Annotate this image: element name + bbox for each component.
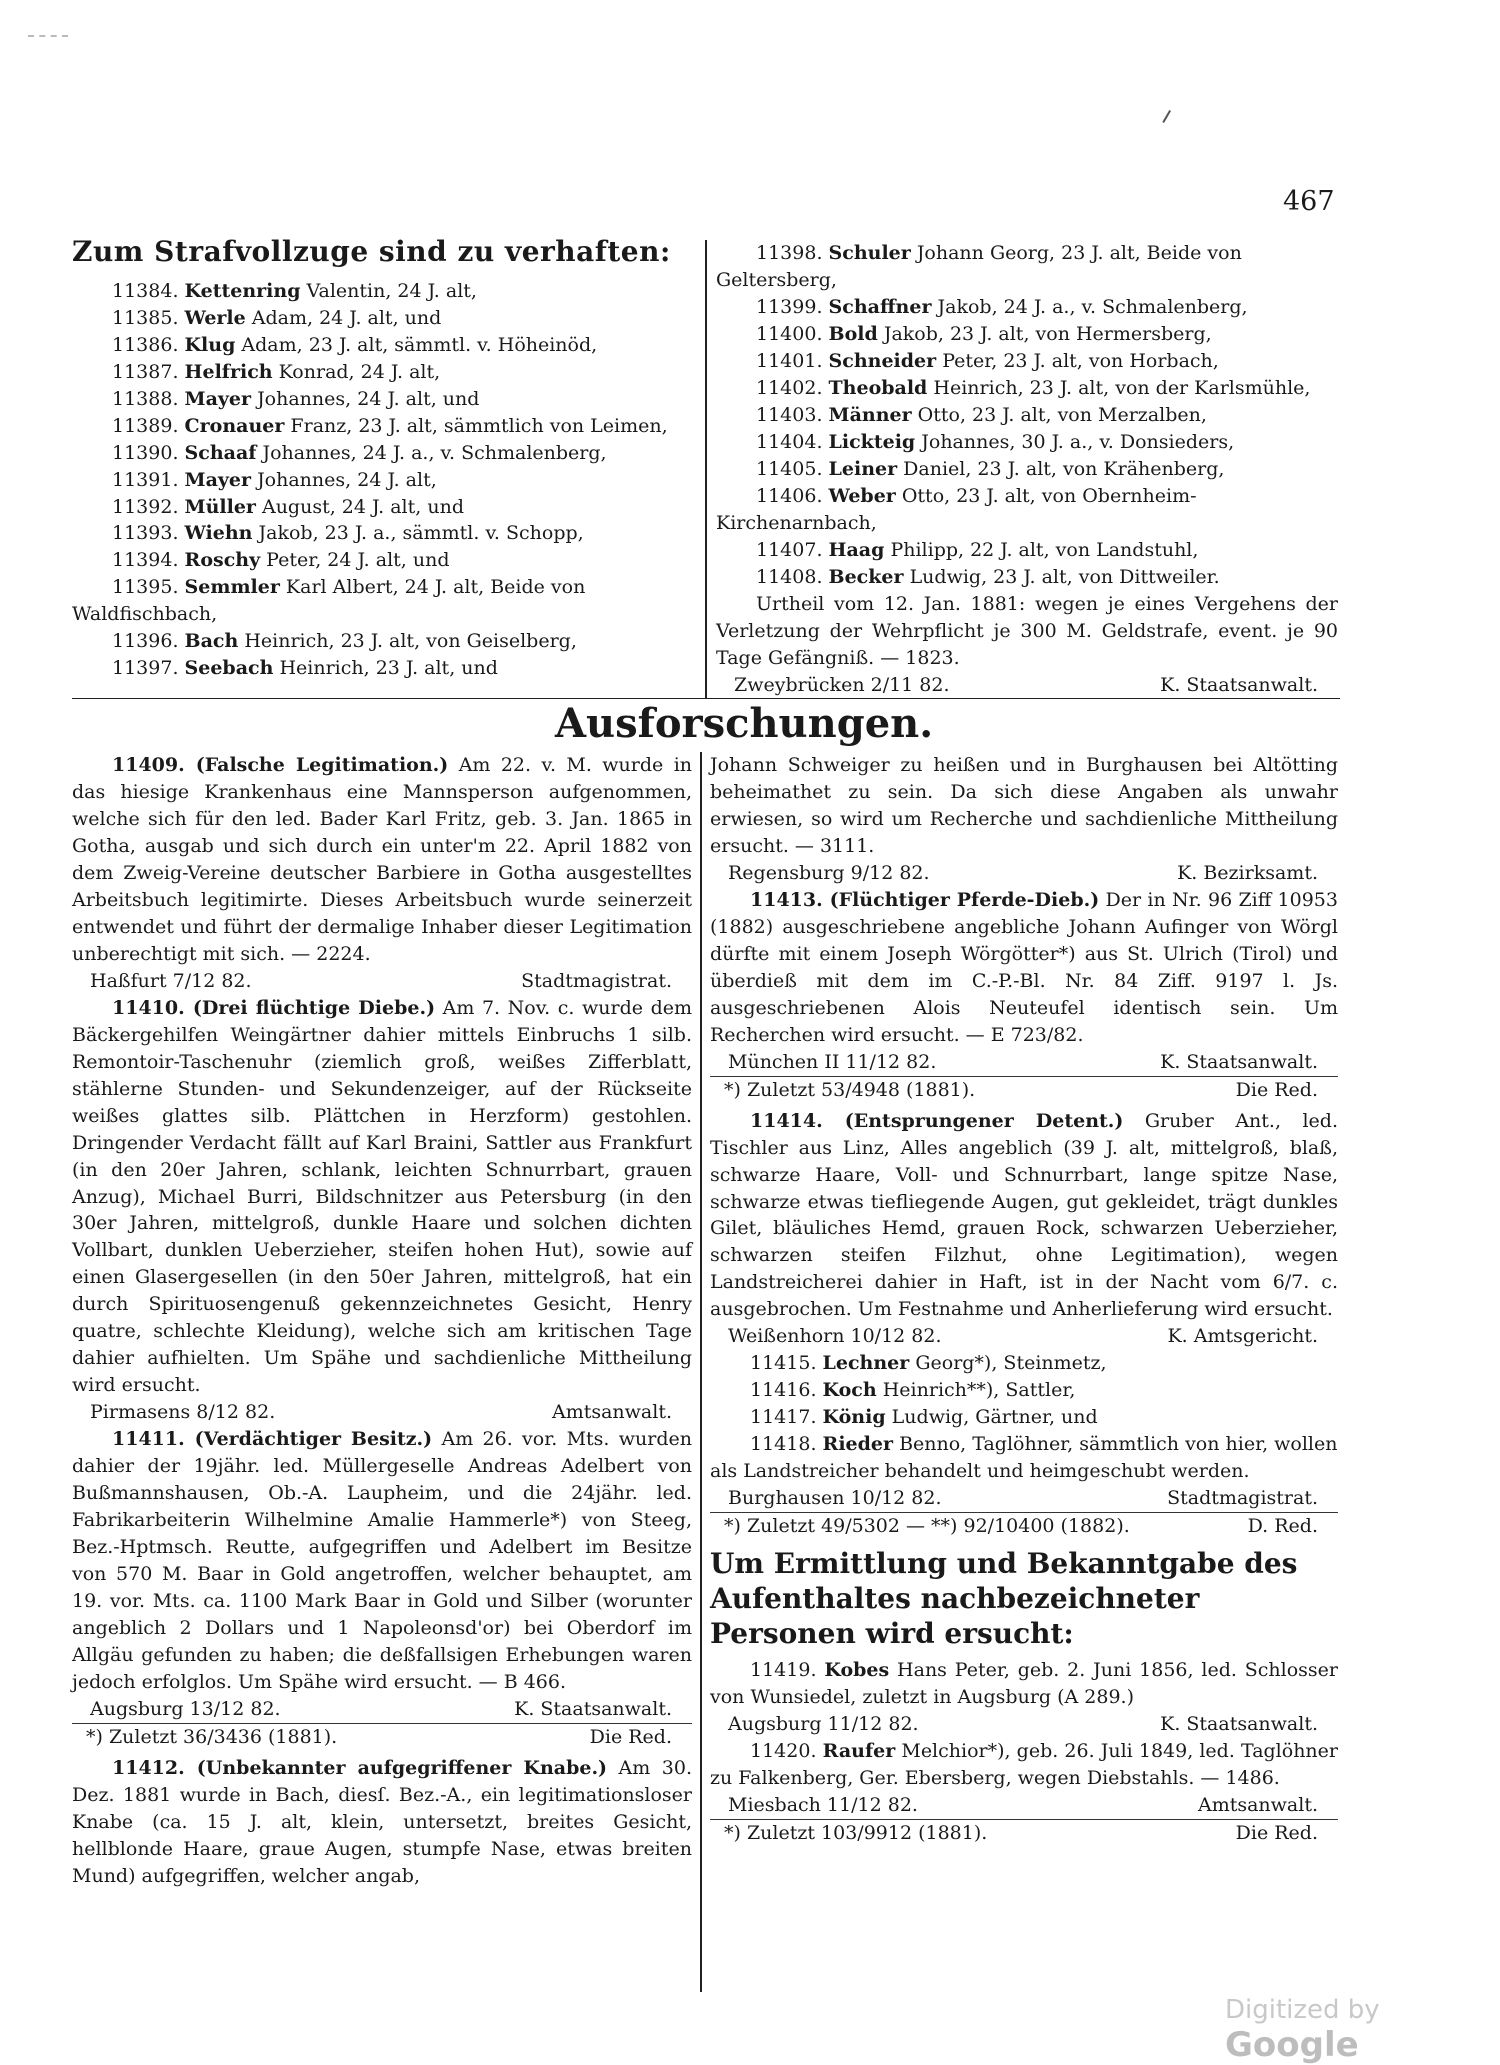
pen-mark: [1162, 110, 1179, 128]
entry-number: 11395.: [112, 576, 179, 599]
signature-line: [716, 672, 1338, 699]
sign-office: Stadtmagistrat.: [521, 969, 672, 992]
entry-number: 11417.: [750, 1406, 817, 1429]
notice-11414: [710, 1108, 1338, 1324]
case-text: Am 26. vor. Mts. wurden dahier der 19jähr. led. Müllergeselle Andreas Adelbert von Bußmannshausen, Ob.-A. Laupheim, und die 24jähr. led. Fabrikarbeiterin Wilhelmine Amalie Hammerle*) von Steeg, Bez.-Hptmsch. Reutte, aufgegriffen und Adelbert im Besitze von 570 M. Baar in Gold angetroffen, welcher behauptet, am 19. vor. Mts. ca. 1100 Mark Baar in Gold und Silber (worunter angeblich 2 Dollars und 1 Napoleonsd'or) bei Oberdorf im Allgäu gefunden zu haben; die deßfallsigen Erhebungen waren jedoch erfolglos. Um Spähe wird ersucht. — B 466.: [72, 1428, 692, 1693]
page-number: 467: [1283, 186, 1335, 217]
entry-number: 11415.: [750, 1352, 817, 1375]
sign-place: Miesbach 11/12 82.: [728, 1793, 918, 1816]
sign-place: Weißenhorn 10/12 82.: [728, 1325, 942, 1348]
list-item: [716, 321, 1338, 348]
entry-name: Klug: [184, 333, 236, 356]
list-item: [72, 386, 700, 413]
case-title: 11413. (Flüchtiger Pferde-Dieb.): [750, 888, 1100, 911]
entry-details: Otto, 23 J. alt, von Obernheim-Kirchenarnbach,: [716, 484, 1197, 534]
entry-details: August, 24 J. alt, und: [261, 495, 464, 518]
sign-office: K. Staatsanwalt.: [1160, 673, 1318, 696]
vagrant-entries: [710, 1350, 1338, 1485]
sign-office: K. Staatsanwalt.: [1160, 1713, 1318, 1736]
entry-details: Benno, Taglöhner, sämmtlich von hier, wollen als Landstreicher behandelt und heimgeschubt werden.: [710, 1433, 1338, 1483]
entry-text: Hans Peter, geb. 2. Juni 1856, led. Schlosser von Wunsiedel, zuletzt in Augsburg (A 289.): [710, 1659, 1339, 1709]
entry-number: 11404.: [756, 430, 823, 453]
watermark-prefix: Digitized by: [1225, 1995, 1380, 2025]
entry-number: 11416.: [750, 1379, 817, 1402]
footnote-source: Die Red.: [589, 1725, 672, 1748]
sign-office: Amtsanwalt.: [551, 1401, 672, 1424]
entry-name: Müller: [184, 495, 256, 518]
entry-name: Rieder: [822, 1433, 894, 1456]
entry-number: 11385.: [112, 306, 179, 329]
list-item: [72, 440, 700, 467]
entry-name: Schaaf: [184, 441, 257, 464]
footnote: [72, 1723, 692, 1751]
arrest-list-left: [72, 232, 700, 682]
sign-place: Augsburg 11/12 82.: [728, 1713, 919, 1736]
locate-heading: Um Ermittlung und Bekanntgabe des Aufenthaltes nachbezeichneter Personen wird ersucht:: [710, 1547, 1298, 1651]
list-item: [716, 429, 1338, 456]
entry-name: Helfrich: [184, 360, 273, 383]
entry-name: Mayer: [184, 387, 252, 410]
entry-number: 11405.: [756, 457, 823, 480]
entry-name: Männer: [828, 403, 912, 426]
entry-details: Jakob, 24 J. a., v. Schmalenberg,: [937, 295, 1248, 318]
entry-number: 11406.: [756, 484, 823, 507]
list-item: [716, 240, 1338, 294]
entry-number: 11399.: [756, 295, 823, 318]
entry-details: Johannes, 24 J. alt, und: [257, 387, 480, 410]
entry-details: Ludwig, 23 J. alt, von Dittweiler.: [909, 565, 1220, 588]
entry-details: Jakob, 23 J. alt, von Hermersberg,: [883, 322, 1212, 345]
list-item: [72, 520, 700, 547]
entry-name: Semmler: [184, 576, 280, 599]
entry-number: 11394.: [112, 549, 179, 572]
entry-name: Mayer: [184, 468, 252, 491]
entry-details: Ludwig, Gärtner, und: [891, 1406, 1098, 1429]
footnote-text: *) Zuletzt 53/4948 (1881).: [724, 1078, 976, 1101]
sign-office: Amtsanwalt.: [1197, 1793, 1318, 1816]
sign-place: Burghausen 10/12 82.: [728, 1487, 942, 1510]
footnote-source: D. Red.: [1247, 1515, 1318, 1538]
entry-number: 11408.: [756, 565, 823, 588]
entry-details: Johannes, 24 J. a., v. Schmalenberg,: [262, 441, 607, 464]
center-heading: Ausforschungen.: [555, 700, 934, 747]
signature-line: [72, 1696, 692, 1723]
entry-details: Johannes, 24 J. alt,: [257, 468, 437, 491]
sign-office: K. Bezirksamt.: [1177, 861, 1318, 884]
case-title: 11411. (Verdächtiger Besitz.): [112, 1428, 433, 1451]
entry-name: Wiehn: [184, 522, 253, 545]
entry-number: 11398.: [756, 242, 823, 264]
list-item: [72, 655, 700, 682]
entry-number: 11387.: [112, 360, 179, 383]
notice-11413: [710, 887, 1338, 1049]
list-item: [716, 402, 1338, 429]
google-watermark: [1225, 1995, 1500, 2065]
sign-place: Augsburg 13/12 82.: [90, 1697, 281, 1720]
notice-11412-cont: Johann Schweiger zu heißen und in Burghausen bei Altötting beheimathet zu sein. Da sich diese Angaben als unwahr erwiesen, so wird um Recherche und sachdienliche Mittheilung ersucht. — 3111.: [710, 754, 1338, 857]
list-item: [716, 375, 1338, 402]
judgment-text: Urtheil vom 12. Jan. 1881: wegen je eines Vergehens der Verletzung der Wehrpflicht je 300 M. Geldstrafe, event. je 90 Tage Gefängniß. — 1823.: [716, 592, 1338, 669]
entry-details: Peter, 24 J. alt, und: [266, 549, 450, 572]
list-item: [716, 483, 1338, 537]
entry-details: Heinrich, 23 J. alt, von der Karlsmühle,: [933, 376, 1311, 399]
entry-name: Schneider: [828, 349, 937, 372]
notice-11411: [72, 1426, 692, 1696]
signature-line: [710, 1485, 1338, 1512]
entry-details: Franz, 23 J. alt, sämmtlich von Leimen,: [290, 414, 668, 437]
case-title: 11412. (Unbekannter aufgegriffener Knabe.): [112, 1756, 608, 1779]
list-item: [72, 547, 700, 574]
signature-line: [72, 968, 692, 995]
footnote: [710, 1819, 1338, 1847]
entry-name: Seebach: [184, 657, 274, 680]
sign-office: K. Staatsanwalt.: [1160, 1050, 1318, 1073]
case-text: Der in Nr. 96 Ziff 10953 (1882) ausgeschriebene angebliche Johann Aufinger von Wörgl dürfte mit einem Joseph Wörgötter*) aus St. Ulrich (Tirol) und überdieß mit dem im C.-P.-Bl. Nr. 84 Ziff. 9197 l. Js. ausgeschriebenen Alois Neuteufel identisch sein. Um Recherchen wird ersucht. — E 723/82.: [710, 888, 1338, 1046]
entry-details: Peter, 23 J. alt, von Horbach,: [942, 349, 1219, 372]
footnote-source: Die Red.: [1235, 1821, 1318, 1844]
entry-details: Karl Albert, 24 J. alt, Beide von Waldfischbach,: [72, 576, 586, 626]
entry-name: Raufer: [822, 1740, 896, 1762]
entry-name: König: [822, 1406, 886, 1429]
entry-details: Johann Georg, 23 J. alt, Beide von Geltersberg,: [716, 242, 1242, 291]
signature-line: [710, 1323, 1338, 1350]
footnote-source: Die Red.: [1235, 1078, 1318, 1101]
column-divider: [705, 240, 707, 698]
entry-name: Schaffner: [828, 295, 932, 318]
footnote-text: *) Zuletzt 36/3436 (1881).: [86, 1725, 338, 1748]
list-item: [716, 348, 1338, 375]
list-item: [72, 574, 700, 628]
entry-details: Daniel, 23 J. alt, von Krähenberg,: [903, 457, 1225, 480]
list-item: [72, 278, 700, 305]
list-item: [716, 564, 1338, 591]
entry-name: Roschy: [184, 549, 261, 572]
entry-name: Bach: [184, 630, 239, 653]
entry-number: 11396.: [112, 630, 179, 653]
entry-number: 11389.: [112, 414, 179, 437]
sign-place: Pirmasens 8/12 82.: [90, 1401, 276, 1424]
entry-name: Lechner: [822, 1352, 910, 1375]
section-divider: [72, 698, 1340, 699]
notices-left: [72, 752, 692, 1890]
entry-details: Philipp, 22 J. alt, von Landstuhl,: [890, 538, 1199, 561]
notice-11412: [72, 1755, 692, 1890]
case-text: Am 7. Nov. c. wurde dem Bäckergehilfen Weingärtner dahier mittels Einbruchs 1 silb. Remontoir-Taschenuhr (ziemlich groß, weißes Zifferblatt, stählerne Stunden- und Sekundenzeiger, auf der Rückseite weißes glattes silb. Plättchen in Herzform) gestohlen. Dringender Verdacht fällt auf Karl Braini, Sattler aus Frankfurt (in den 20er Jahren, schlank, leichten Schnurrbart, grauen Anzug), Michael Burri, Bildschnitzer aus Petersburg (in den 30er Jahren, mittelgroß, dunkle Haare und solchen dichten Vollbart, dunklen Ueberzieher, steifen hohen Hut), sowie auf einen Glasergesellen (in den 50er Jahren, mittelgroß, hat ein durch Spirituosengenuß gekennzeichnetes Gesicht, Henry quatre, schlechte Kleidung), welche sich am kritischen Tage dahier aufhielten. Um Spähe und sachdienliche Mittheilung wird ersucht.: [72, 996, 693, 1397]
google-logo: Google: [1225, 2025, 1359, 2065]
list-item: [72, 305, 700, 332]
entry-number: 11401.: [756, 349, 823, 372]
sign-place: Regensburg 9/12 82.: [728, 861, 930, 884]
list-item: [72, 628, 700, 655]
notice-11410: [72, 995, 692, 1400]
entry-name: Koch: [822, 1379, 877, 1402]
entry-name: Becker: [828, 565, 904, 588]
entry-details: Heinrich, 23 J. alt, von Geiselberg,: [244, 630, 577, 653]
entry-name: Haag: [828, 538, 885, 561]
list-item: [716, 294, 1338, 321]
notice-11420: [710, 1738, 1338, 1792]
entry-name: Lickteig: [828, 430, 916, 453]
list-item: [710, 1404, 1338, 1431]
entry-details: Georg*), Steinmetz,: [915, 1352, 1107, 1375]
entry-name: Kettenring: [184, 279, 301, 302]
entry-number: 11388.: [112, 387, 179, 410]
entry-details: Johannes, 30 J. a., v. Donsieders,: [921, 430, 1235, 453]
signature-line: [710, 1049, 1338, 1076]
footnote: [710, 1512, 1338, 1540]
notices-right: [710, 752, 1338, 1851]
entry-number: 11419.: [750, 1659, 817, 1682]
case-text: Gruber Ant., led. Tischler aus Linz, Alles angeblich (39 J. alt, mittelgroß, blaß, schwarze Haare, Voll- und Schnurrbart, lange spitze Nase, schwarze etwas tiefliegende Augen, gut gekleidet, trägt dunkles Gilet, bläuliches Hemd, grauen Rock, schwarzen Ueberzieher, schwarzen steifen Filzhut, ohne Legitimation), wegen Landstreicherei dahier in Haft, ist in der Nacht vom 6/7. c. ausgebrochen. Um Festnahme und Anherlieferung wird ersucht.: [710, 1109, 1338, 1321]
entry-name: Bold: [828, 322, 878, 345]
entry-number: 11420.: [750, 1740, 817, 1762]
signature-line: [710, 860, 1338, 887]
entry-number: 11400.: [756, 322, 823, 345]
list-item: [716, 456, 1338, 483]
notice-11409: [72, 752, 692, 968]
arrest-list-right: [716, 240, 1338, 698]
signature-line: [710, 1711, 1338, 1738]
entry-name: Werle: [184, 306, 246, 329]
case-text: Am 30. Dez. 1881 wurde in Bach, diesſ. Bez.-A., ein legitimationsloser Knabe (ca. 15 J. alt, klein, untersetzt, breites Gesicht, hellblonde Haare, graue Augen, stumpfe Nase, etwas breiten Mund) aufgegriffen, welcher angab,: [72, 1756, 692, 1887]
list-item: [710, 1350, 1338, 1377]
list-item: [72, 467, 700, 494]
sign-place: Zweybrücken 2/11 82.: [734, 673, 950, 696]
entry-number: 11384.: [112, 279, 179, 302]
sign-place: München II 11/12 82.: [728, 1050, 937, 1073]
entry-details: Konrad, 24 J. alt,: [278, 360, 441, 383]
case-title: 11414. (Entsprungener Detent.): [750, 1109, 1124, 1132]
entry-name: Schuler: [828, 242, 911, 264]
scan-mark: [28, 35, 68, 39]
entry-number: 11407.: [756, 538, 823, 561]
entry-number: 11402.: [756, 376, 823, 399]
entry-name: Weber: [828, 484, 896, 507]
notice-11419: [710, 1657, 1338, 1711]
entry-details: Heinrich, 23 J. alt, und: [279, 657, 498, 680]
arrest-heading: Zum Strafvollzuge sind zu verhaften:: [72, 235, 671, 268]
sign-office: Stadtmagistrat.: [1167, 1487, 1318, 1510]
case-title: 11410. (Drei flüchtige Diebe.): [112, 996, 436, 1019]
list-item: [72, 494, 700, 521]
entry-details: Otto, 23 J. alt, von Merzalben,: [917, 403, 1207, 426]
entry-name: Leiner: [828, 457, 898, 480]
arrest-entries-left: [72, 278, 700, 683]
footnote: [710, 1076, 1338, 1104]
entry-number: 11390.: [112, 441, 179, 464]
list-item: [72, 413, 700, 440]
entry-number: 11397.: [112, 657, 179, 680]
entry-details: Adam, 24 J. alt, und: [251, 306, 442, 329]
entry-text: Melchior*), geb. 26. Juli 1849, led. Taglöhner zu Falkenberg, Ger. Ebersberg, wegen Diebstahls. — 1486.: [710, 1740, 1338, 1789]
signature-line: [72, 1399, 692, 1426]
entry-details: Valentin, 24 J. alt,: [306, 279, 477, 302]
list-item: [72, 359, 700, 386]
entry-details: Adam, 23 J. alt, sämmtl. v. Höheinöd,: [241, 333, 598, 356]
entry-name: Kobes: [824, 1659, 890, 1682]
entry-number: 11418.: [750, 1433, 817, 1456]
entry-number: 11403.: [756, 403, 823, 426]
sign-place: Haßfurt 7/12 82.: [90, 969, 252, 992]
entry-details: Heinrich**), Sattler,: [882, 1379, 1076, 1402]
entry-number: 11391.: [112, 468, 179, 491]
entry-number: 11392.: [112, 495, 179, 518]
case-title: 11409. (Falsche Legitimation.): [112, 754, 449, 776]
arrest-entries-right: [716, 240, 1338, 591]
signature-line: [710, 1792, 1338, 1819]
sign-office: K. Amtsgericht.: [1167, 1325, 1318, 1348]
column-divider: [700, 752, 702, 1992]
list-item: [72, 332, 700, 359]
footnote-text: *) Zuletzt 49/5302 — **) 92/10400 (1882).: [724, 1515, 1130, 1538]
list-item: [710, 1377, 1338, 1404]
entry-name: Cronauer: [184, 414, 285, 437]
entry-number: 11393.: [112, 522, 179, 545]
entry-details: Jakob, 23 J. a., sämmtl. v. Schopp,: [258, 522, 584, 545]
list-item: [710, 1431, 1338, 1485]
entry-number: 11386.: [112, 333, 179, 356]
case-text: Am 22. v. M. wurde in das hiesige Krankenhaus eine Mannsperson aufgenommen, welche sich für den led. Bader Karl Fritz, geb. 3. Jan. 1865 in Gotha, ausgab und sich durch ein unter'm 22. April 1882 von dem Zweig-Vereine deutscher Barbiere in Gotha ausgestelltes Arbeitsbuch legitimirte. Dieses Arbeitsbuch wurde seinerzeit entwendet und führt der dermalige Inhaber dieser Legitimation unberechtigt mit sich. — 2224.: [72, 754, 693, 965]
sign-office: K. Staatsanwalt.: [514, 1697, 672, 1720]
list-item: [716, 537, 1338, 564]
footnote-text: *) Zuletzt 103/9912 (1881).: [724, 1821, 988, 1844]
entry-name: Theobald: [828, 376, 928, 399]
